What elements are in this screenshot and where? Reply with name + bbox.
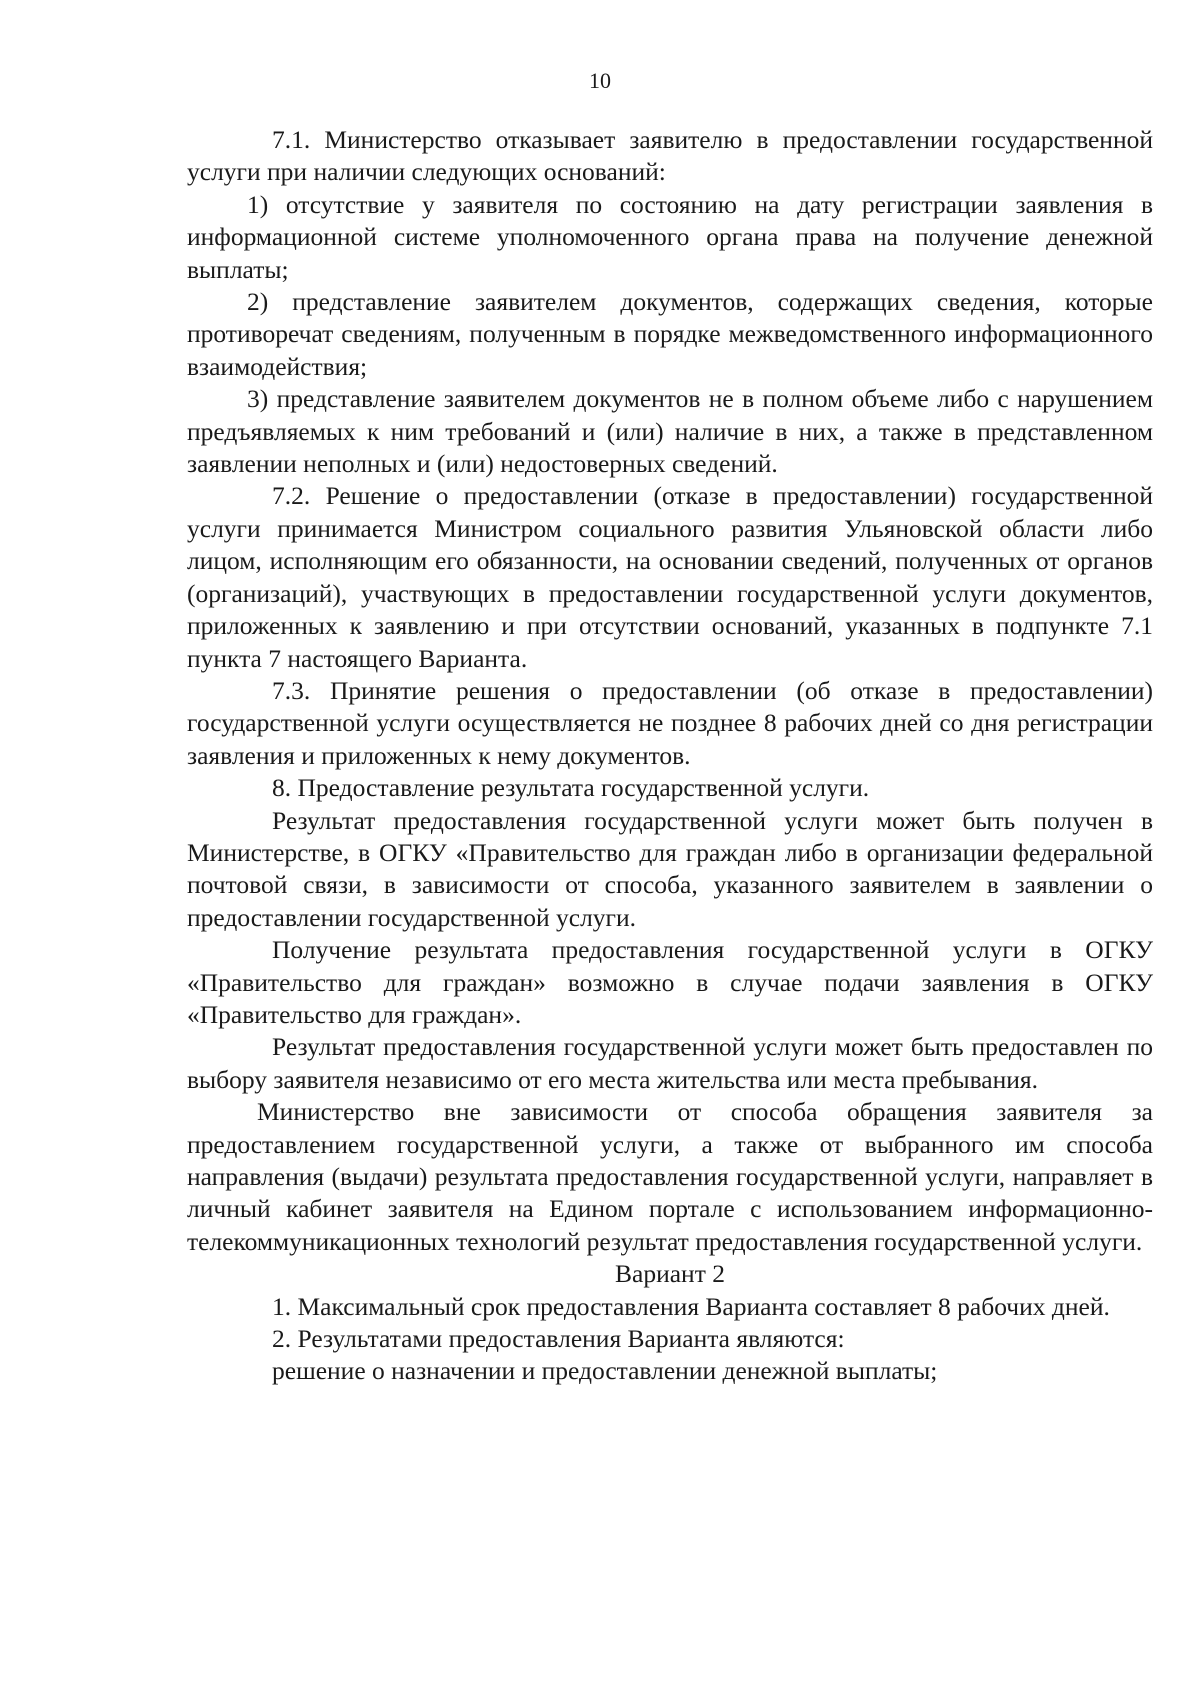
document-body (187, 124, 1153, 1388)
paragraph-7-2: 7.2. Решение о предоставлении (отказе в предоставлении) государственной услуги принимается Министром социального развития Ульяновской области либо лицом, исполняющим его обязанности, на основании сведений, полученных от органов (организаций), участвующих в предоставлении государственной услуги документов, приложенных к заявлению и при отсутствии оснований, указанных в подпункте 7.1 пункта 7 настоящего Варианта. (187, 481, 1153, 673)
section-heading-variant-2: Вариант 2 (615, 1259, 725, 1289)
paragraph-variant-2-result-1: решение о назначении и предоставлении денежной выплаты; (272, 1356, 938, 1386)
paragraph-7-1: 7.1. Министерство отказывает заявителю в предоставлении государственной услуги при наличии следующих оснований: (187, 125, 1153, 187)
paragraph-7-1-item-1: 1) отсутствие у заявителя по состоянию на дату регистрации заявления в информационной системе уполномоченного органа права на получение денежной выплаты; (187, 189, 1153, 284)
paragraph-7-3: 7.3. Принятие решения о предоставлении (об отказе в предоставлении) государственной услуги осуществляется не позднее 8 рабочих дней со дня регистрации заявления и приложенных к нему документов. (187, 675, 1153, 770)
paragraph-ministry-cabinet: Министерство вне зависимости от способа обращения заявителя за предоставлением государственной услуги, а также от выбранного им способа направления (выдачи) результата предоставления государственной услуги, направляет в личный кабинет заявителя на Едином портале с использованием информационно-телекоммуникационных технологий результат предоставления государственной услуги. (187, 1097, 1153, 1256)
paragraph-result-ogku: Получение результата предоставления государственной услуги в ОГКУ «Правительство для граждан» возможно в случае подачи заявления в ОГКУ «Правительство для граждан». (187, 935, 1153, 1029)
paragraph-result-choice: Результат предоставления государственной услуги может быть предоставлен по выбору заявителя независимо от его места жительства или места пребывания. (187, 1032, 1153, 1094)
paragraph-8: 8. Предоставление результата государственной услуги. (272, 773, 870, 803)
paragraph-7-1-item-2: 2) представление заявителем документов, содержащих сведения, которые противоречат сведениям, полученным в порядке межведомственного информационного взаимодействия; (187, 287, 1153, 381)
paragraph-variant-2-item-2: 2. Результатами предоставления Варианта являются: (272, 1324, 845, 1354)
paragraph-result-location: Результат предоставления государственной услуги может быть получен в Министерстве, в ОГКУ «Правительство для граждан либо в организации федеральной почтовой связи, в зависимости от способа, указанного заявителем в заявлении о предоставлении государственной услуги. (187, 805, 1153, 932)
page-number: 10 (589, 68, 611, 93)
paragraph-variant-2-item-1: 1. Максимальный срок предоставления Варианта составляет 8 рабочих дней. (272, 1291, 1110, 1321)
paragraph-7-1-item-3: 3) представление заявителем документов не в полном объеме либо с нарушением предъявляемых к ним требований и (или) наличие в них, а также в представленном заявлении неполных и (или) недостоверных сведений. (187, 384, 1153, 479)
